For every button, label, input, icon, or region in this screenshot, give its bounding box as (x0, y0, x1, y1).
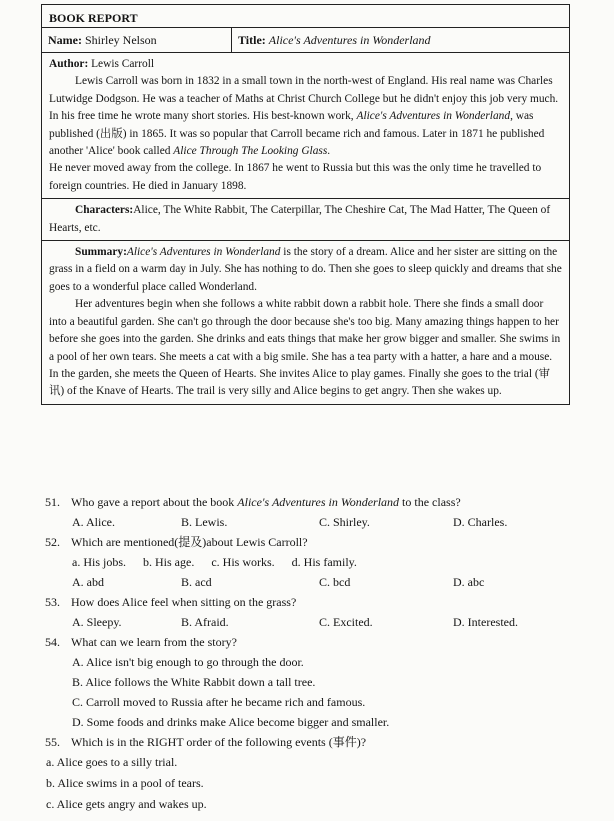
q52-option-b: B. acd (181, 575, 212, 589)
book-report-table (41, 4, 570, 405)
q53-option-d: D. Interested. (453, 615, 518, 629)
work-title-2: Alice Through The Looking Glass (173, 145, 328, 158)
author-value: Lewis Carroll (91, 58, 155, 70)
report-header (42, 5, 569, 28)
question-55: 55. Which is in the RIGHT order of the following events (事件)? (45, 735, 367, 749)
question-51: 51. Who gave a report about the book Alice's Adventures in Wonderland to the class? (45, 495, 461, 509)
author-section (42, 53, 569, 199)
q51-option-a: A. Alice. (72, 515, 115, 529)
q52-item-a: a. His jobs. (72, 555, 126, 569)
author-paragraph-3: He never moved away from the college. In 1867 he went to Russia but this was the only time he travelled to foreign countries. He died in January 1898. (49, 162, 542, 192)
question-53: 53. How does Alice feel when sitting on the grass? (45, 595, 297, 609)
q51-option-c: C. Shirley. (319, 515, 370, 529)
q52-option-d: D. abc (453, 575, 485, 589)
title-label: Title: (238, 33, 266, 47)
name-cell (42, 28, 232, 52)
report-header-text: BOOK REPORT (49, 11, 138, 25)
q51-option-b: B. Lewis. (181, 515, 228, 529)
q51-option-d: D. Charles. (453, 515, 508, 529)
q54-option-c: C. Carroll moved to Russia after he became rich and famous. (72, 695, 366, 709)
author-paragraph-1: Lewis Carroll was born in 1832 in a small town in the north-west of England. His real name was Charles Lutwidge Dodgson. He was a teacher of Maths at Christ Church College but he didn't enjoy this job very much. (49, 75, 559, 105)
name-value: Shirley Nelson (84, 33, 157, 47)
q52-item-d: d. His family. (291, 555, 357, 569)
q54-option-b: B. Alice follows the White Rabbit down a tall tree. (72, 675, 316, 689)
q53-option-a: A. Sleepy. (72, 615, 122, 629)
name-title-row (42, 28, 569, 53)
question-54: 54. What can we learn from the story? (45, 635, 237, 649)
summary-section (42, 241, 569, 404)
name-label: Name: (48, 33, 82, 47)
q51-options (41, 512, 581, 532)
author-heading (49, 56, 562, 73)
q55-event-a: a. Alice goes to a silly trial. (46, 755, 178, 769)
q53-option-b: B. Afraid. (181, 615, 229, 629)
summary-paragraph-1: Summary:Alice's Adventures in Wonderland is the story of a dream. Alice and her sister are sitting on the grass in a field on a warm day in July. She has nothing to do. Then she goes to sleep quickly and dreams that she goes to a wonderful place called Wonderland. (49, 246, 562, 293)
q52-items (41, 552, 581, 572)
question-52: 52. Which are mentioned(提及)about Lewis Carroll? (45, 535, 308, 549)
summary-label: Summary: (75, 246, 127, 259)
q54-option-d: D. Some foods and drinks make Alice become bigger and smaller. (72, 715, 390, 729)
q53-options (41, 612, 581, 632)
characters-section (42, 199, 569, 241)
summary-work-title: Alice's Adventures in Wonderland (126, 246, 281, 259)
questions-section (41, 492, 581, 815)
characters-value: Alice, The White Rabbit, The Caterpillar, The Cheshire Cat, The Mad Hatter, The Queen of Hearts, etc. (49, 204, 551, 234)
q52-item-c: c. His works. (211, 555, 275, 569)
q55-event-c: c. Alice gets angry and wakes up. (46, 797, 207, 811)
q53-option-c: C. Excited. (319, 615, 373, 629)
author-label: Author: (49, 58, 89, 70)
summary-paragraph-2: Her adventures begin when she follows a white rabbit down a rabbit hole. There she finds a small door into a beautiful garden. She can't go through the door because she's too big. Many amazing things happen to her before she goes into the garden. She drinks and eats things that make her grow bigger and smaller. She swims in a pool of her own tears. She meets a cat with a big smile. She has a tea party with a hatter, a hare and a mouse. In the garden, she meets the Queen of Hearts. She invites Alice to play games. Finally she goes to the trial (审讯) of the Knave of Hearts. The trail is very silly and Alice begins to get angry. Then she wakes up. (49, 298, 561, 398)
q54-option-a: A. Alice isn't big enough to go through the door. (72, 655, 304, 669)
q52-options (41, 572, 581, 592)
title-value: Alice's Adventures in Wonderland (268, 33, 431, 47)
author-paragraph-2: In his free time he wrote many short stories. His best-known work, Alice's Adventures in Wonderland, was published (出版) in 1865. It was so popular that Carroll became rich and famous. Later in 1871 he published another 'Alice' book called Alice Through The Looking Glass. (49, 110, 545, 158)
q52-item-b: b. His age. (143, 555, 195, 569)
q52-option-c: C. bcd (319, 575, 351, 589)
q52-option-a: A. abd (72, 575, 104, 589)
characters-label: Characters: (75, 204, 134, 217)
title-cell (232, 28, 437, 52)
q55-event-b: b. Alice swims in a pool of tears. (46, 776, 204, 790)
work-title: Alice's Adventures in Wonderland (356, 110, 511, 123)
q51-work-title: Alice's Adventures in Wonderland (237, 495, 400, 509)
characters-text (49, 202, 562, 237)
